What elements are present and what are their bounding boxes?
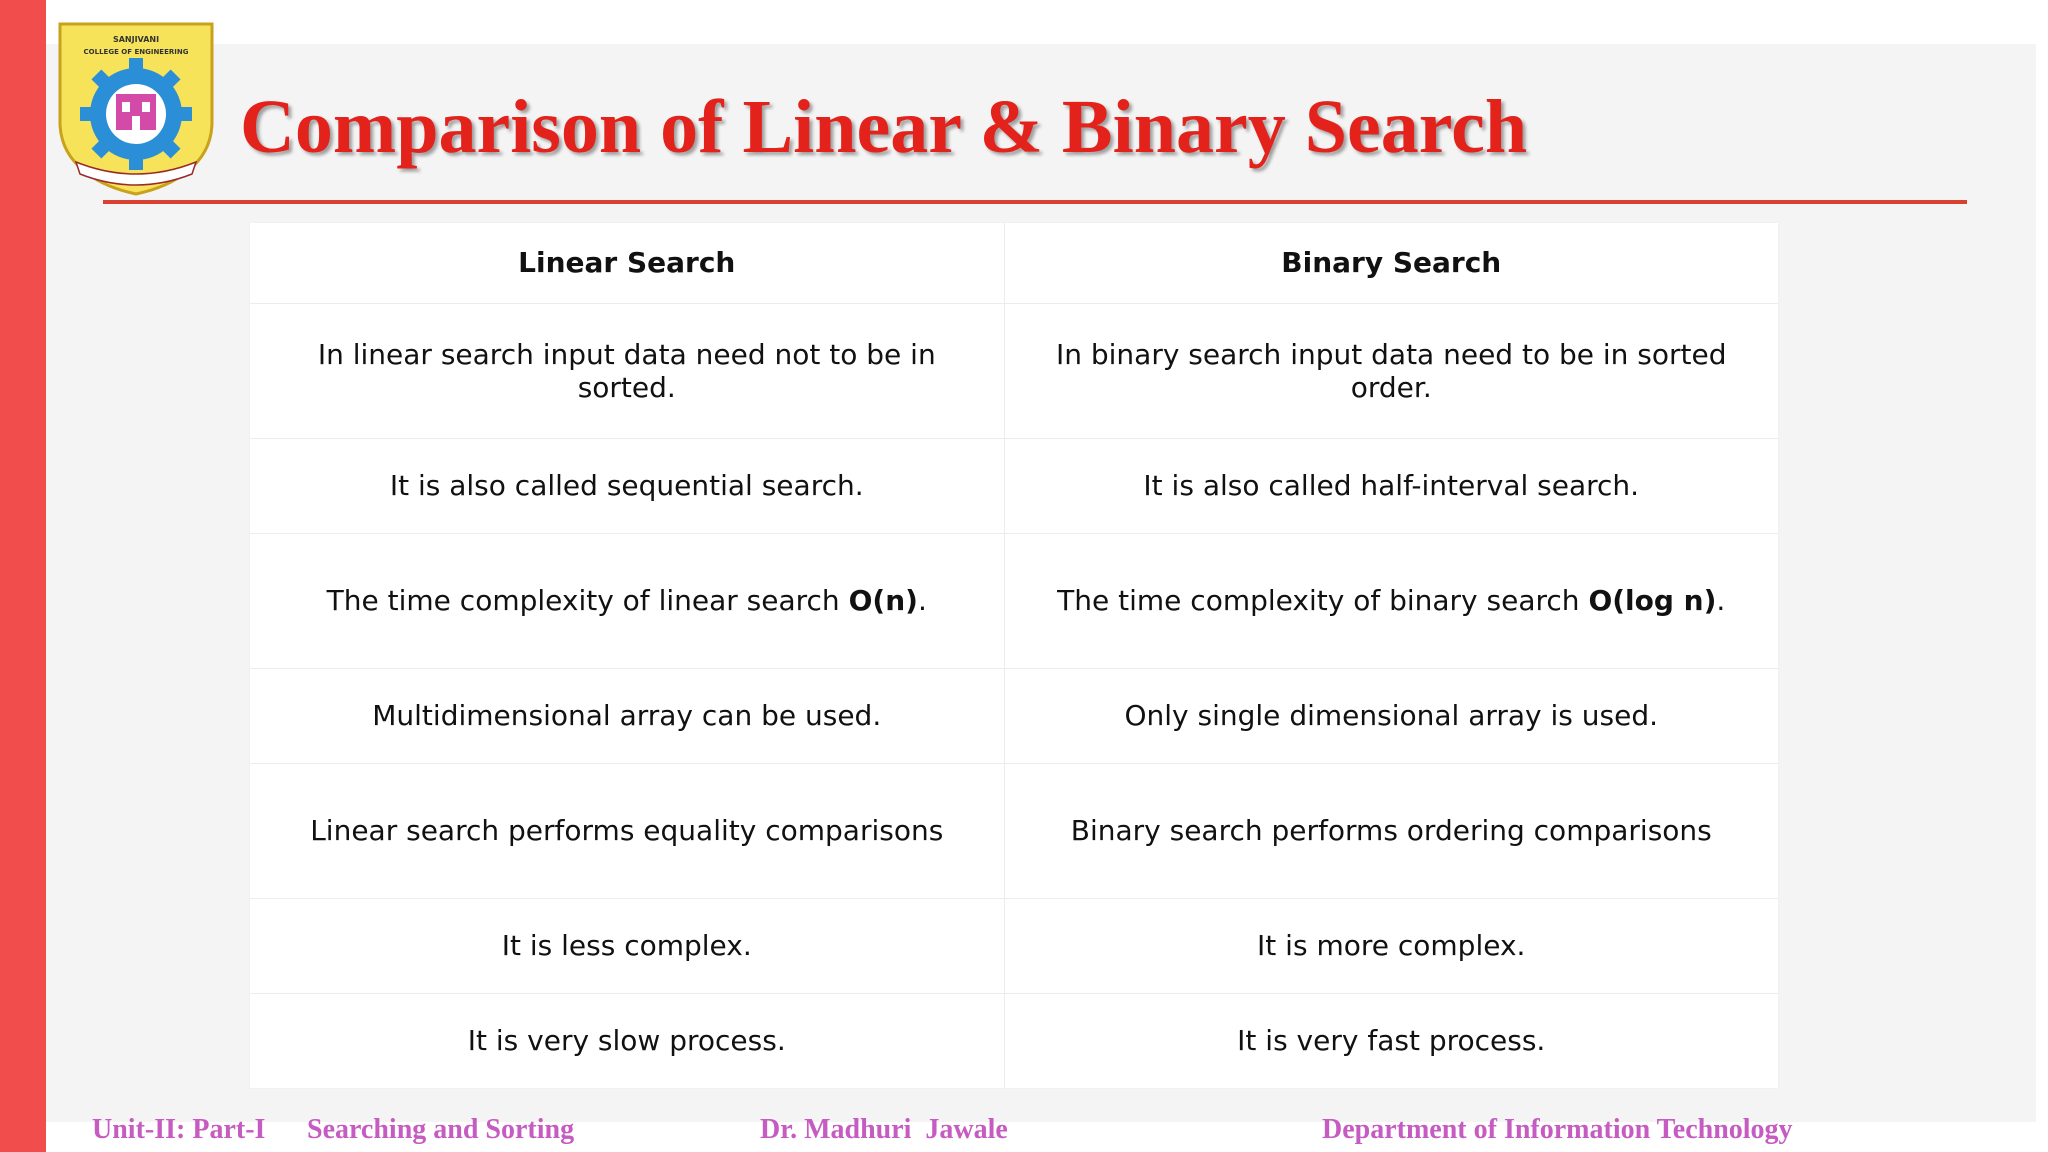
cell-binary: It is more complex. [1004, 898, 1778, 993]
cell-binary: Binary search performs ordering comparisons [1004, 763, 1778, 898]
college-logo-icon [54, 18, 218, 198]
table-row [250, 303, 1778, 438]
table-row [250, 898, 1778, 993]
table-row [250, 668, 1778, 763]
title-underline [103, 200, 1967, 204]
cell-binary: Only single dimensional array is used. [1004, 668, 1778, 763]
header-binary-search: Binary Search [1004, 223, 1778, 303]
table-row [250, 438, 1778, 533]
complexity-binary: O(log n) [1588, 584, 1717, 617]
complexity-linear: O(n) [848, 584, 918, 617]
page-title: Comparison of Linear & Binary Search [240, 85, 1528, 169]
logo-text-top: SANJIVANI [112, 35, 160, 44]
cell-linear: It is less complex. [250, 898, 1004, 993]
cell-linear: It is also called sequential search. [250, 438, 1004, 533]
cell-linear: Linear search performs equality comparisons [250, 763, 1004, 898]
cell-linear: It is very slow process. [250, 993, 1004, 1088]
cell-linear: In linear search input data need not to be in sorted. [250, 303, 1004, 438]
comparison-table [250, 223, 1778, 1088]
table-header-row [250, 223, 1778, 303]
table-row [250, 993, 1778, 1088]
left-accent-bar [0, 0, 46, 1152]
cell-linear: The time complexity of linear search O(n). [250, 533, 1004, 668]
header-linear-search: Linear Search [250, 223, 1004, 303]
logo-text-second: COLLEGE OF ENGINEERING [83, 48, 189, 56]
table-row [250, 763, 1778, 898]
footer-department: Department of Information Technology [1322, 1114, 1793, 1145]
footer-unit: Unit-II: Part-I [92, 1114, 266, 1145]
cell-linear: Multidimensional array can be used. [250, 668, 1004, 763]
cell-binary: In binary search input data need to be in sorted order. [1004, 303, 1778, 438]
cell-binary: It is also called half-interval search. [1004, 438, 1778, 533]
table-row [250, 533, 1778, 668]
cell-binary: It is very fast process. [1237, 1024, 1546, 1058]
cell-binary: The time complexity of binary search O(log n). [1004, 533, 1778, 668]
footer-author: Dr. Madhuri Jawale [760, 1114, 1008, 1145]
footer-topic: Searching and Sorting [307, 1114, 575, 1145]
